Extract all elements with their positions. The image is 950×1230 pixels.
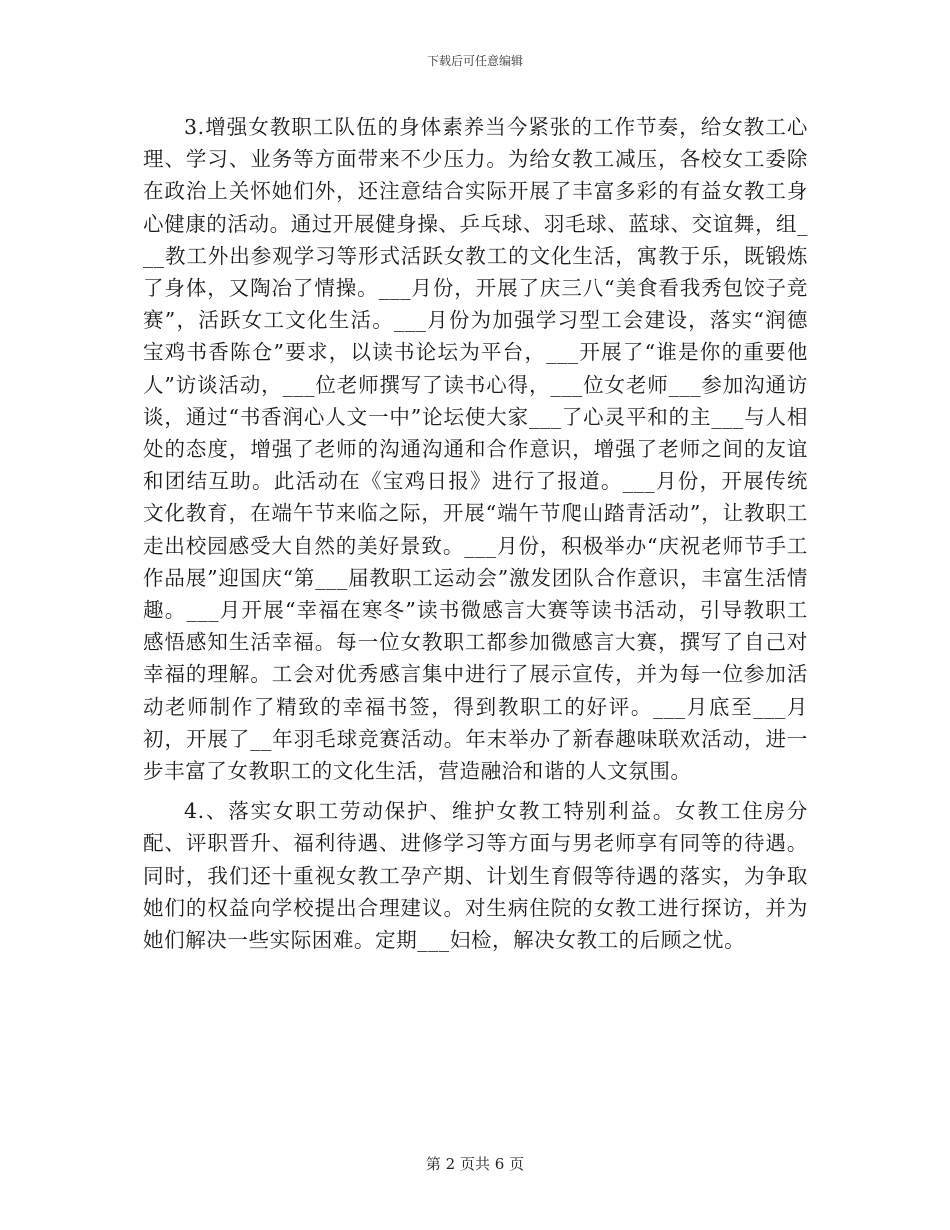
page-header: 下载后可任意编辑 xyxy=(426,54,523,68)
paragraph-4: 4.、落实女职工劳动保护、维护女教工特别利益。女教工住房分配、评职晋升、福利待遇、进修学习等方面与男老师享有同等的待遇。同时，我们还十重视女教工孕产期、计划生育假等待遇的落实，为争取她们的权益向学校提出合理建议。对生病住院的女教工进行探访，并为她们解决一些实际困难。定期___妇检，解决女教工的后顾之忧。 xyxy=(143,799,808,953)
page-number: 第 2 页共 6 页 xyxy=(425,1155,525,1173)
document-body xyxy=(143,111,808,956)
paragraph-3: 3.增强女教职工队伍的身体素养当今紧张的工作节奏，给女教工心理、学习、业务等方面带来不少压力。为给女教工减压，各校女工委除在政治上关怀她们外，还注意结合实际开展了丰富多彩的有益女教工身心健康的活动。通过开展健身操、乒乓球、羽毛球、蓝球、交谊舞，组___教工外出参观学习等形式活跃女教工的文化生活，寓教于乐，既锻炼了身体，又陶冶了情操。___月份，开展了庆三八“美食看我秀包饺子竞赛”，活跃女工文化生活。___月份为加强学习型工会建设，落实“润德宝鸡书香陈仓”要求，以读书论坛为平台，___开展了“谁是你的重要他人”访谈活动，___位老师撰写了读书心得，___位女老师___参加沟通访谈，通过“书香润心人文一中”论坛使大家___了心灵平和的主___与人相处的态度，增强了老师的沟通沟通和合作意识，增强了老师之间的友谊和团结互助。此活动在《宝鸡日报》进行了报道。___月份，开展传统文化教育，在端午节来临之际，开展“端午节爬山踏青活动”，让教职工走出校园感受大自然的美好景致。___月份，积极举办“庆祝老师节手工作品展”迎国庆“第___届教职工运动会”激发团队合作意识，丰富生活情趣。___月开展“幸福在寒冬”读书微感言大赛等读书活动，引导教职工感悟感知生活幸福。每一位女教职工都参加微感言大赛，撰写了自己对幸福的理解。工会对优秀感言集中进行了展示宣传，并为每一位参加活动老师制作了精致的幸福书签，得到教职工的好评。___月底至___月初，开展了__年羽毛球竞赛活动。年末举办了新春趣味联欢活动，进一步丰富了女教职工的文化生活，营造融洽和谐的人文氛围。 xyxy=(143,115,808,784)
